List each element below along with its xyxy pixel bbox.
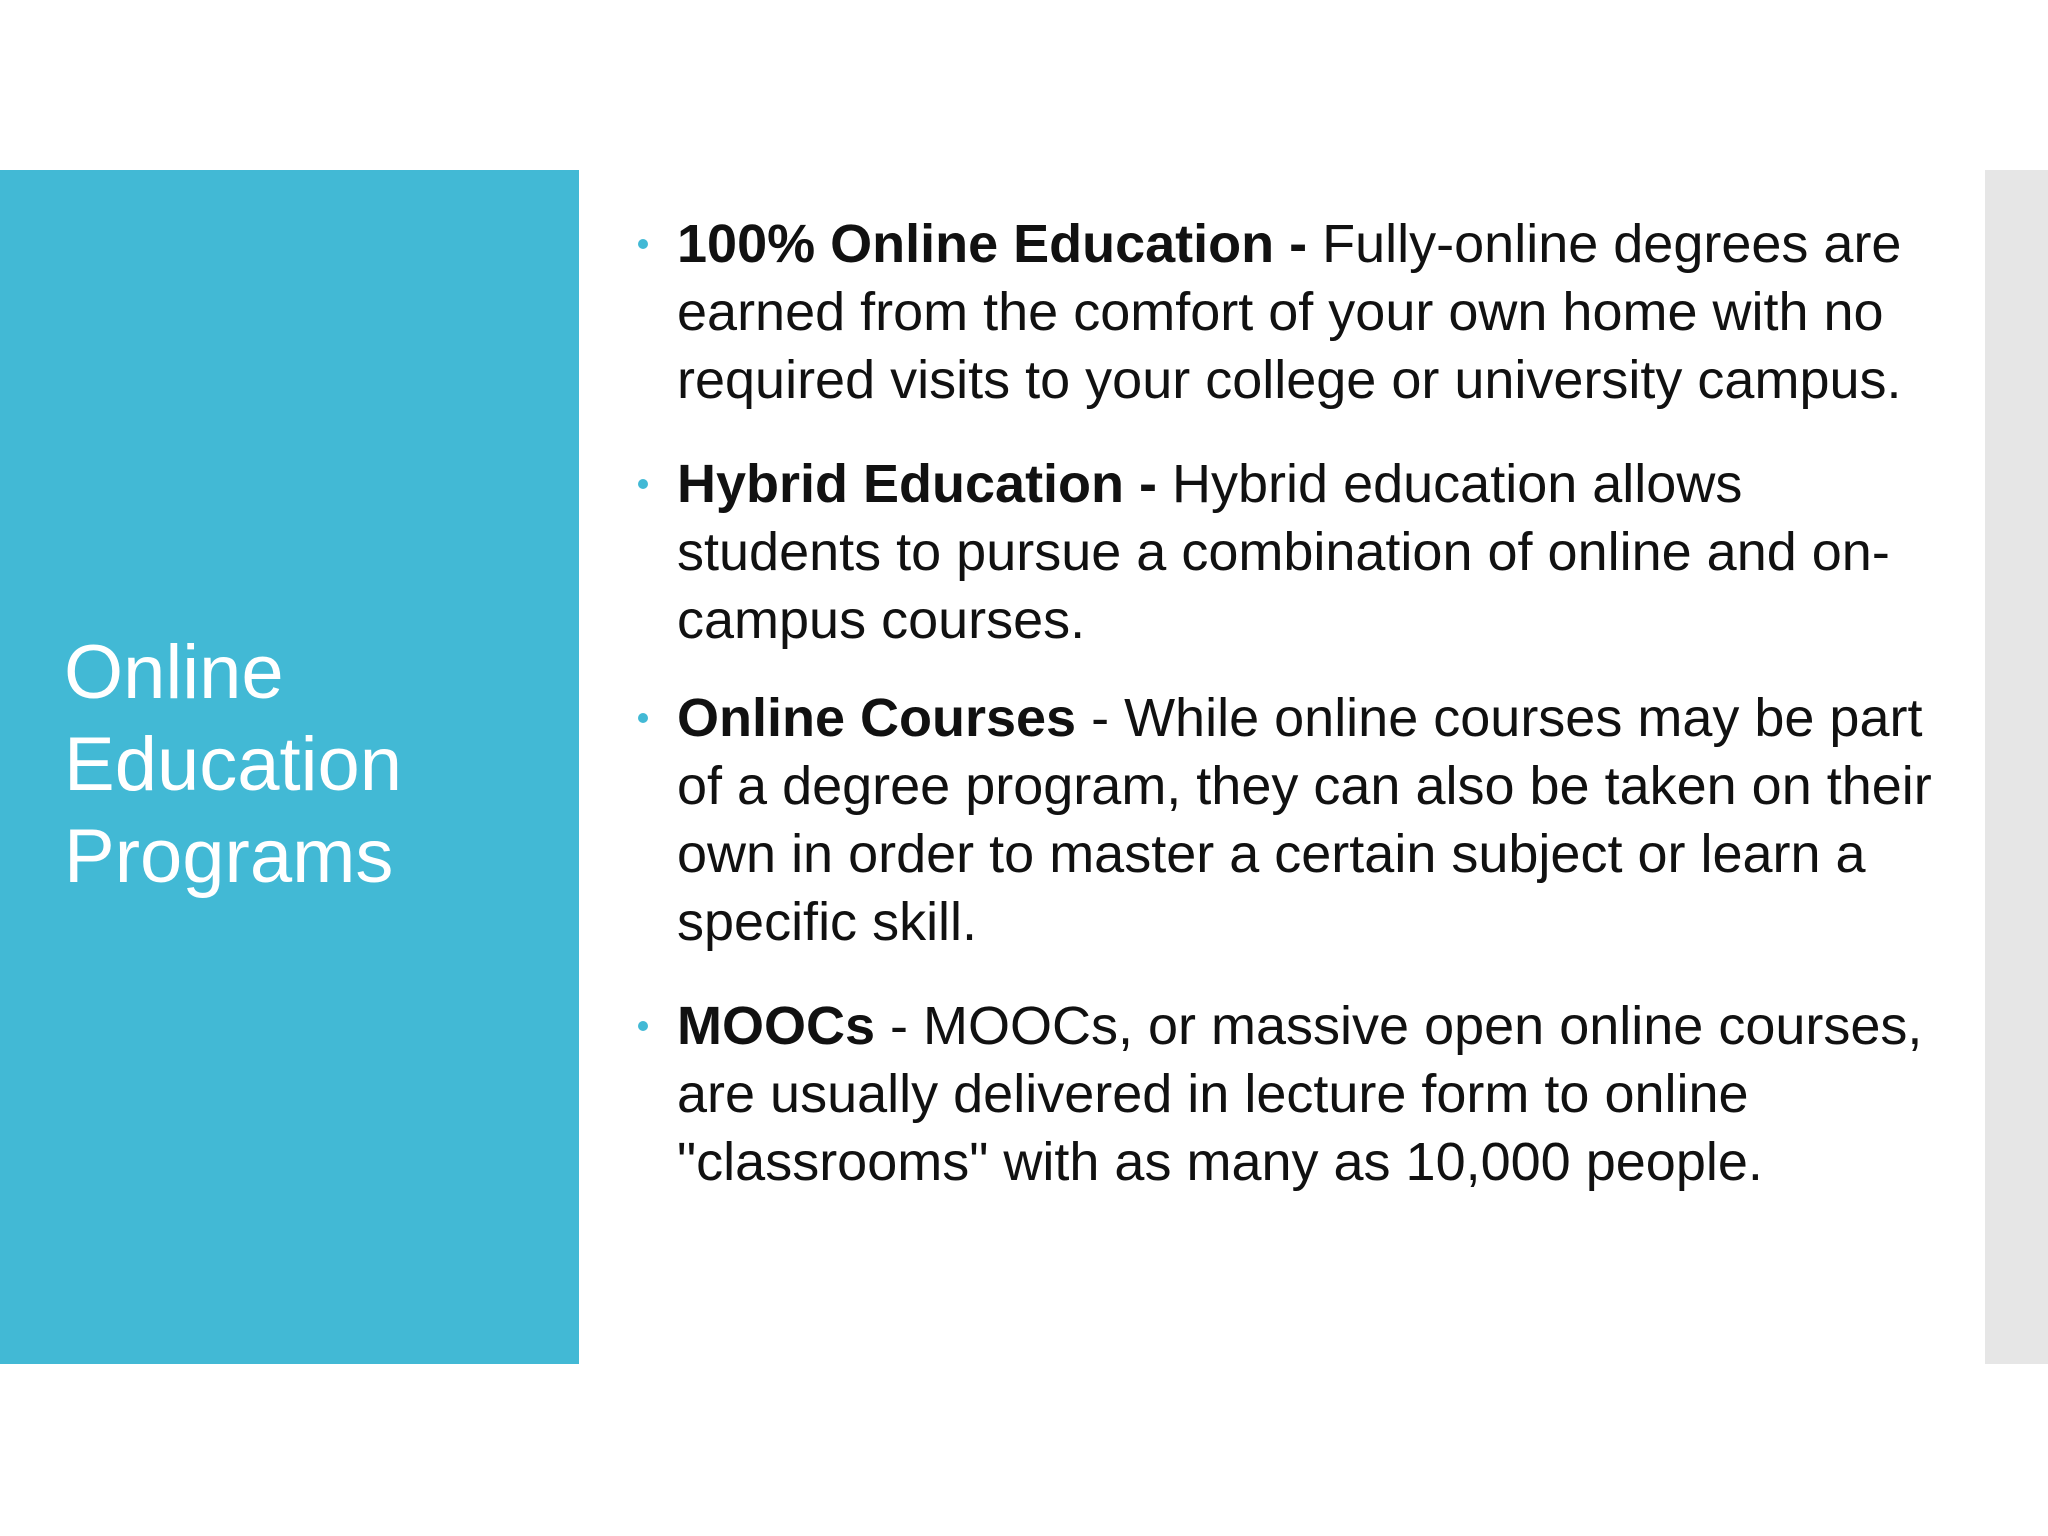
bullet-term: Online Courses [677,688,1077,748]
slide-title [64,627,564,903]
bullet-separator: - [1076,688,1125,748]
bullet-item-hybrid-education [638,450,1938,654]
bullet-description: While online courses may be part of a degree program, they can also be taken on their own in order to master a certain subject or learn a specific skill. [677,688,1932,952]
bullet-item-online-education [638,210,1938,414]
bullet-dot-icon [638,713,648,723]
bullet-term: MOOCs [677,996,876,1056]
title-line-3: Programs [64,814,394,899]
bullet-description: MOOCs, or massive open online courses, are usually delivered in lecture form to online "classrooms" with as many as 10,000 people. [677,996,1923,1192]
bullet-dot-icon [638,479,648,489]
bullet-item-moocs [638,992,1938,1196]
bullet-term: 100% Online Education [677,214,1275,274]
bullet-description: Hybrid education allows students to pursue a combination of online and on-campus courses. [677,454,1890,650]
bullet-separator: - [1274,214,1323,274]
bullet-list [638,210,1938,1196]
bullet-term: Hybrid Education [677,454,1125,514]
title-line-1: Online [64,630,284,715]
bullet-dot-icon [638,1021,648,1031]
bullet-description: Fully-online degrees are earned from the comfort of your own home with no required visits to your college or university campus. [677,214,1902,410]
bullet-item-online-courses [638,684,1938,956]
bullet-separator: - [875,996,924,1056]
bullet-dot-icon [638,239,648,249]
title-line-2: Education [64,722,403,807]
bullet-separator: - [1124,454,1173,514]
right-accent-bar [1985,170,2048,1364]
